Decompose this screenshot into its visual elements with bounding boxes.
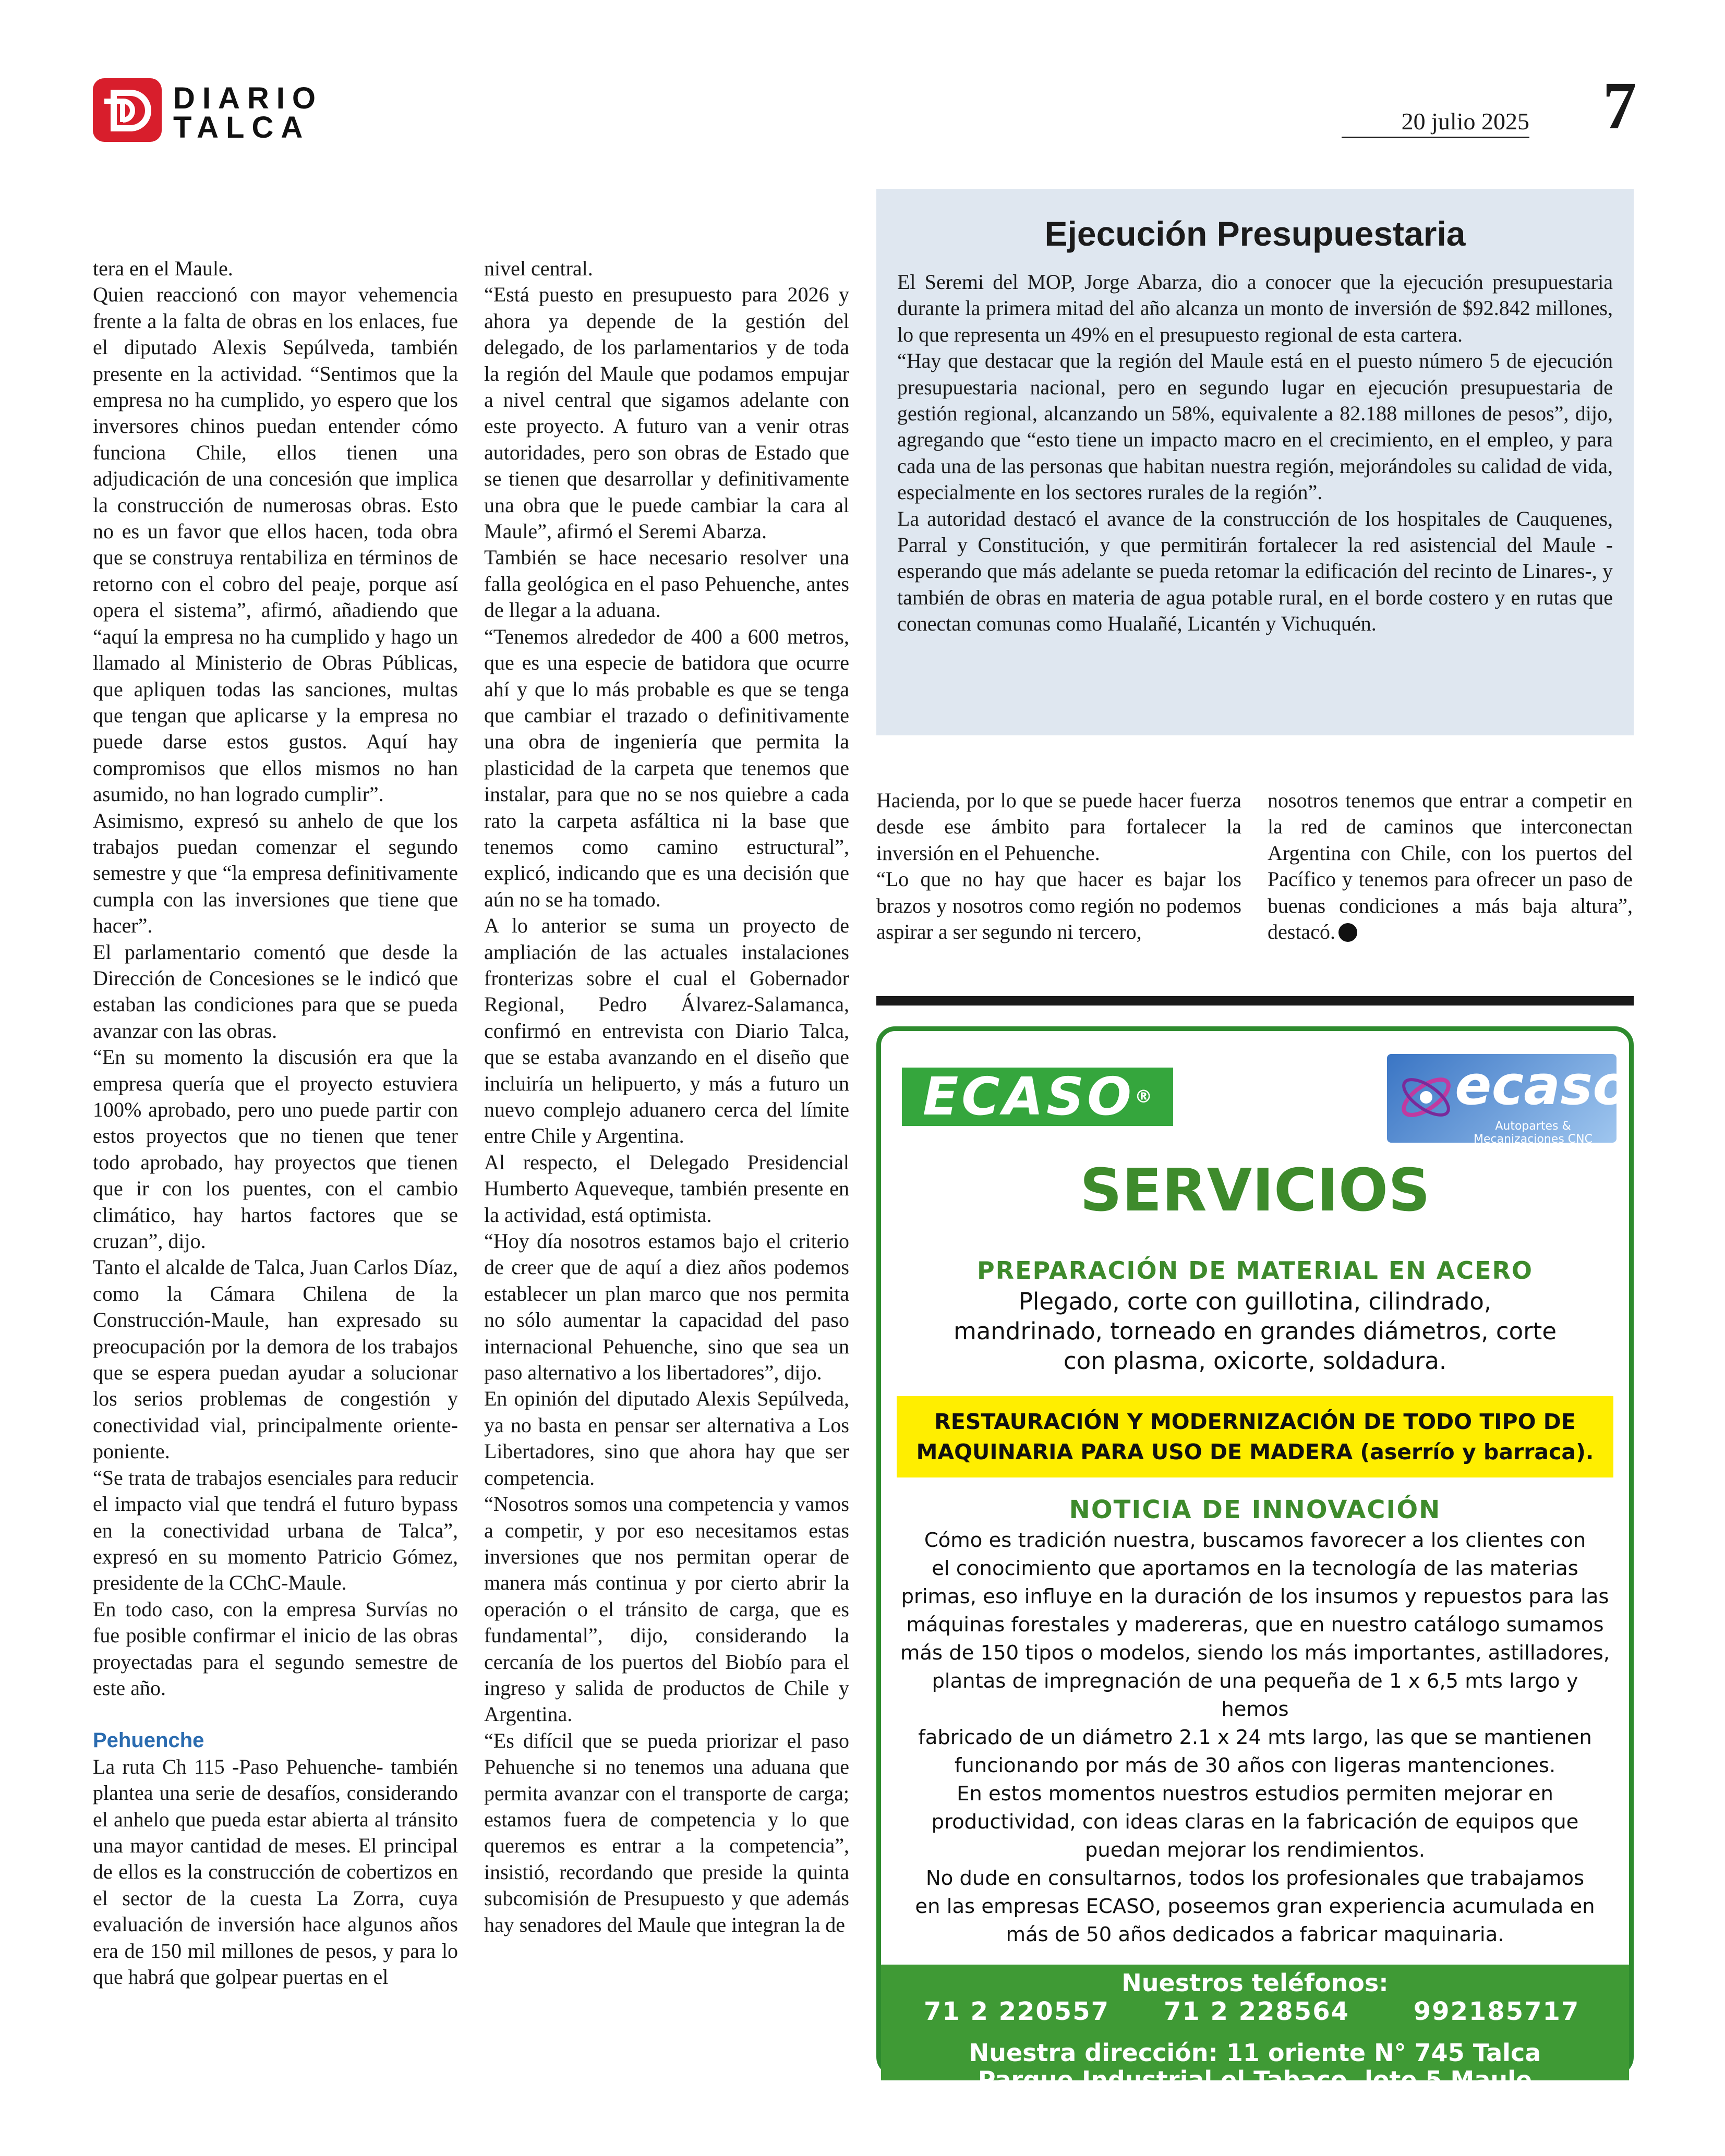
end-of-article-icon <box>1338 923 1357 942</box>
date-underline <box>1342 137 1529 138</box>
ad-line: mandrinado, torneado en grandes diámetros, corte <box>953 1317 1557 1345</box>
ad-headline: SERVICIOS <box>1080 1157 1430 1225</box>
ad-line: más de 50 años dedicados a fabricar maquinaria. <box>1006 1923 1504 1946</box>
brand-name-line-2: TALCA <box>173 111 310 144</box>
paragraph: En opinión del diputado Alexis Sepúlveda, ya no basta en pensar ser alternativa a Los Libertadores, sino que ahora hay que ser competencia. <box>484 1387 849 1489</box>
ecaso-blue-logo <box>1387 1053 1630 1146</box>
phone-number: 992185717 <box>1413 1997 1580 2026</box>
paragraph <box>1268 788 1633 945</box>
registered-mark: ® <box>1135 1086 1153 1107</box>
paragraph: tera en el Maule. <box>93 257 233 280</box>
page-number: 7 <box>1602 68 1637 143</box>
ad-line: el conocimiento que aportamos en la tecnología de las materias <box>932 1557 1578 1580</box>
article-column-3 <box>876 788 1241 945</box>
ecaso-green-logo <box>902 1068 1173 1126</box>
ad-line: No dude en consultarnos, todos los profesionales que trabajamos <box>925 1867 1585 1890</box>
paragraph: “Se trata de trabajos esenciales para reducir el impacto vial que tendrá el futuro bypass en la conectividad urbana de Talca”, expresó en su momento Patricio Gómez, presidente de la CChC-Maule. <box>93 1465 458 1595</box>
ad-line: productividad, con ideas claras en la fabricación de equipos que <box>931 1810 1579 1834</box>
budget-info-box <box>876 189 1634 735</box>
paragraph: Asimismo, expresó su anhelo de que los trabajos puedan comenzar el segundo semestre y que “la empresa definitivamente cumpla con las inversiones que tiene que hacer”. <box>93 808 458 938</box>
paragraph: Quien reaccionó con mayor vehemencia frente a la falta de obras en los enlaces, fue el diputado Alexis Sepúlveda, también presente en la actividad. “Sentimos que la empresa no ha cumplido, yo espero que los inversores chinos puedan entender cómo funciona Chile, ellos tienen una adjudicación de una concesión que implica la construcción de numerosas obras. Esto no es un favor que ellos hacen, toda obra que se construya rentabiliza en términos de retorno con el cobro del peaje, porque así opera el sistema”, afirmó, añadiendo que “aquí la empresa no ha cumplido y hago un llamado al Ministerio de Obras Públicas, que apliquen todas las sanciones, multas que tengan que aplicarse y la empresa no puede darse estos gustos. Aquí hay compromisos que ellos mismos no han asumido, no han logrado cumplir”. <box>93 283 458 806</box>
diario-talca-logo-icon <box>93 78 162 142</box>
ad-line: Cómo es tradición nuestra, buscamos favorecer a los clientes con <box>924 1529 1586 1552</box>
ad-line: máquinas forestales y madereras, que en nuestro catálogo sumamos <box>906 1613 1604 1637</box>
address-line: Nuestra dirección: 11 oriente N° 745 Talca <box>969 2039 1541 2067</box>
paragraph: A lo anterior se suma un proyecto de ampliación de las actuales instalaciones fronterizas sobre el cual el Gobernador Regional, Pedro Álvarez-Salamanca, confirmó en entrevista con Diario Talca, que se estaba avanzando en el diseño que incluiría un helipuerto, y más a futuro un nuevo complejo aduanero cerca del límite entre Chile y Argentina. <box>484 914 849 1148</box>
ad-line: En estos momentos nuestros estudios permiten mejorar en <box>957 1782 1553 1806</box>
paragraph: Al respecto, el Delegado Presidencial Humberto Aqueveque, también presente en la actividad, está optimista. <box>484 1150 849 1227</box>
paragraph: “Es difícil que se pueda priorizar el paso Pehuenche si no tenemos una aduana que permita avanzar con el transporte de carga; estamos fuera de competencia y lo que queremos es entrar a la competencia”, insistió, recordando que preside la quinta subcomisión de Presupuesto y que además hay senadores del Maule que integran la de <box>484 1728 849 1936</box>
ad-line: RESTAURACIÓN Y MODERNIZACIÓN DE TODO TIPO DE <box>934 1409 1576 1434</box>
ad-section-title: PREPARACIÓN DE MATERIAL EN ACERO <box>976 1256 1534 1285</box>
ad-highlight-text <box>916 1407 1594 1467</box>
ad-contact-footer <box>881 1965 1629 2094</box>
article-column-4 <box>1268 788 1633 945</box>
address-line: Parque Industrial el Tabaco, lote 5 Maule <box>978 2066 1533 2094</box>
section-subhead: Pehuenche <box>93 1729 204 1752</box>
ad-line: con plasma, oxicorte, soldadura. <box>1063 1347 1447 1375</box>
ad-line: más de 150 tipos o modelos, siendo los más importantes, astilladores, <box>900 1641 1610 1665</box>
ad-services-list <box>902 1287 1608 1376</box>
paragraph: Tanto el alcalde de Talca, Juan Carlos Díaz, como la Cámara Chilena de la Construcción-Maule, han expresado su preocupación por la demora de los trabajos que se espera puedan ayudar a solucionar los serios problemas de congestión y conectividad vial, principalmente oriente-poniente. <box>93 1255 458 1463</box>
ad-line: Plegado, corte con guillotina, cilindrado, <box>1018 1288 1492 1315</box>
phones-label: Nuestros teléfonos: <box>1121 1969 1389 1997</box>
paragraph: “Está puesto en presupuesto para 2026 y ahora ya depende de la gestión del delegado, de los parlamentarios y de toda la región del Maule que podamos empujar a nivel central que sigamos adelante con este proyecto. A futuro van a venir otras autoridades, pero son obras de Estado que se tienen que desarrollar y definitivamente una obra que le puede cambiar la cara al Maule”, afirmó el Seremi Abarza. <box>484 283 849 543</box>
ad-innovation-text <box>897 1527 1613 1949</box>
paragraph: “Tenemos alrededor de 400 a 600 metros, que es una especie de batidora que ocurre ahí y que lo más probable es que se tenga que cambiar el trazado o definitivamente una obra de ingeniería que permita la plasticidad de la carpeta que tenemos que instalar, para que no se nos quiebre a cada rato la carpeta asfáltica ni la base que tenemos como camino estructural”, explicó, indicando que es una decisión que aún no se ha tomado. <box>484 624 849 911</box>
paragraph: También se hace necesario resolver una falla geológica en el paso Pehuenche, antes de llegar a la aduana. <box>484 546 849 622</box>
phone-number: 71 2 220557 <box>923 1997 1109 2026</box>
paragraph: El parlamentario comentó que desde la Dirección de Concesiones se le indicó que estaban las condiciones para que se pueda avanzar con las obras. <box>93 940 458 1043</box>
ecaso-advertisement <box>876 1026 1634 2094</box>
paragraph: En todo caso, con la empresa Survías no fue posible confirmar el inicio de las obras proyectadas para el segundo semestre de este año. <box>93 1597 458 1700</box>
section-divider <box>876 996 1634 1006</box>
article-column-2 <box>484 256 849 1938</box>
paragraph-text: nosotros tenemos que entrar a competir en la red de caminos que interconectan Argentina con Chile, con los puertos del Pacífico y tenemos para ofrecer un paso de buenas condiciones a más baja altura”, destacó. <box>1268 789 1633 944</box>
info-paragraph: La autoridad destacó el avance de la construcción de los hospitales de Cauquenes, Parral y Constitución, y que permitirán fortalecer la red asistencial del Maule -esperando que más adelante se pueda retomar la edificación del recinto de Linares-, y también de obras en materia de agua potable rural, en el borde costero y en rutas que conectan comunas como Hualañé, Licantén y Vichuquén. <box>897 506 1613 636</box>
ad-line: fabricado de un diámetro 2.1 x 24 mts largo, las que se mantienen <box>918 1726 1592 1749</box>
ad-line: MAQUINARIA PARA USO DE MADERA (aserrío y barraca). <box>916 1439 1594 1464</box>
paragraph: Hacienda, por lo que se puede hacer fuerza desde ese ámbito para fortalecer la inversión en el Pehuenche. <box>876 789 1241 865</box>
brand-name-line-1: DIARIO <box>173 81 323 115</box>
ad-section-title: NOTICIA DE INNOVACIÓN <box>1069 1495 1441 1524</box>
paragraph: “Hoy día nosotros estamos bajo el criterio de creer que de aquí a diez años podemos establecer un plan marco que nos permita no sólo aumentar la capacidad del paso internacional Pehuenche, sino que sea un paso alternativo a los libertadores”, dijo. <box>484 1229 849 1385</box>
article-column-1 <box>93 256 458 1990</box>
paragraph: “En su momento la discusión era que la empresa quería que el proyecto estuviera 100% aprobado, pero uno puede partir con estos proyectos que no tienen que tener todo aprobado, hay proyectos que tienen que ir con los puentes, con el cambio climático, hay hartos factores que se cruzan”, dijo. <box>93 1045 458 1253</box>
logo-text: ECASO <box>922 1066 1135 1127</box>
phone-number: 71 2 228564 <box>1163 1997 1349 2026</box>
info-paragraph: El Seremi del MOP, Jorge Abarza, dio a conocer que la ejecución presupuestaria durante la primera mitad del año alcanza un monto de inversión de $92.842 millones, lo que representa un 49% en el presupuesto regional de esta cartera. <box>897 270 1613 346</box>
info-paragraph: “Hay que destacar que la región del Maule está en el puesto número 5 de ejecución presupuestaria nacional, pero en segundo lugar en ejecución presupuestaria de gestión regional, alcanzando un 58%, equivalente a 82.188 millones de pesos”, dijo, agregando que “esto tiene un impacto macro en el crecimiento, en el empleo, y para cada una de las personas que habitan nuestra región, mejorándoles su calidad de vida, especialmente en los sectores rurales de la región”. <box>897 349 1613 504</box>
ad-line: funcionando por más de 30 años con ligeras mantenciones. <box>954 1754 1556 1777</box>
ad-line: primas, eso influye en la duración de los insumos y repuestos para las <box>901 1585 1609 1608</box>
issue-date: 20 julio 2025 <box>1401 108 1529 135</box>
ad-line: plantas de impregnación de una pequeña de 1 x 6,5 mts largo y hemos <box>932 1669 1578 1721</box>
logo-text: ecaso <box>1455 1053 1630 1117</box>
paragraph: “Nosotros somos una competencia y vamos a competir, y por eso necesitamos estas inversiones que nos permitan operar de manera más continua y por cierto abrir la operación o el tránsito de carga, que es fundamental”, dijo, considerando la cercanía de los puertos del Biobío para el ingreso y salida de productos de Chile y Argentina. <box>484 1492 849 1726</box>
info-box-title: Ejecución Presupuestaria <box>1044 214 1466 253</box>
paragraph: “Lo que no hay que hacer es bajar los brazos y nosotros como región no podemos aspirar a ser segundo ni tercero, <box>876 867 1241 944</box>
ad-line: puedan mejorar los rendimientos. <box>1084 1838 1426 1862</box>
ad-highlight-box <box>897 1396 1613 1477</box>
ad-line: en las empresas ECASO, poseemos gran experiencia acumulada en <box>915 1895 1595 1918</box>
paragraph: nivel central. <box>484 257 593 280</box>
paragraph: La ruta Ch 115 -Paso Pehuenche- también plantea una serie de desafíos, considerando el anhelo que pueda estar abierta al tránsito una mayor cantidad de meses. El principal de ellos es la construcción de cobertizos en el sector de la cuesta La Zorra, cuya evaluación de inversión hace algunos años era de 150 mil millones de pesos, y para lo que habrá que golpear puertas en el <box>93 1754 458 1989</box>
logo-tagline: Autopartes & Mecanizaciones CNC <box>1474 1120 1593 1146</box>
